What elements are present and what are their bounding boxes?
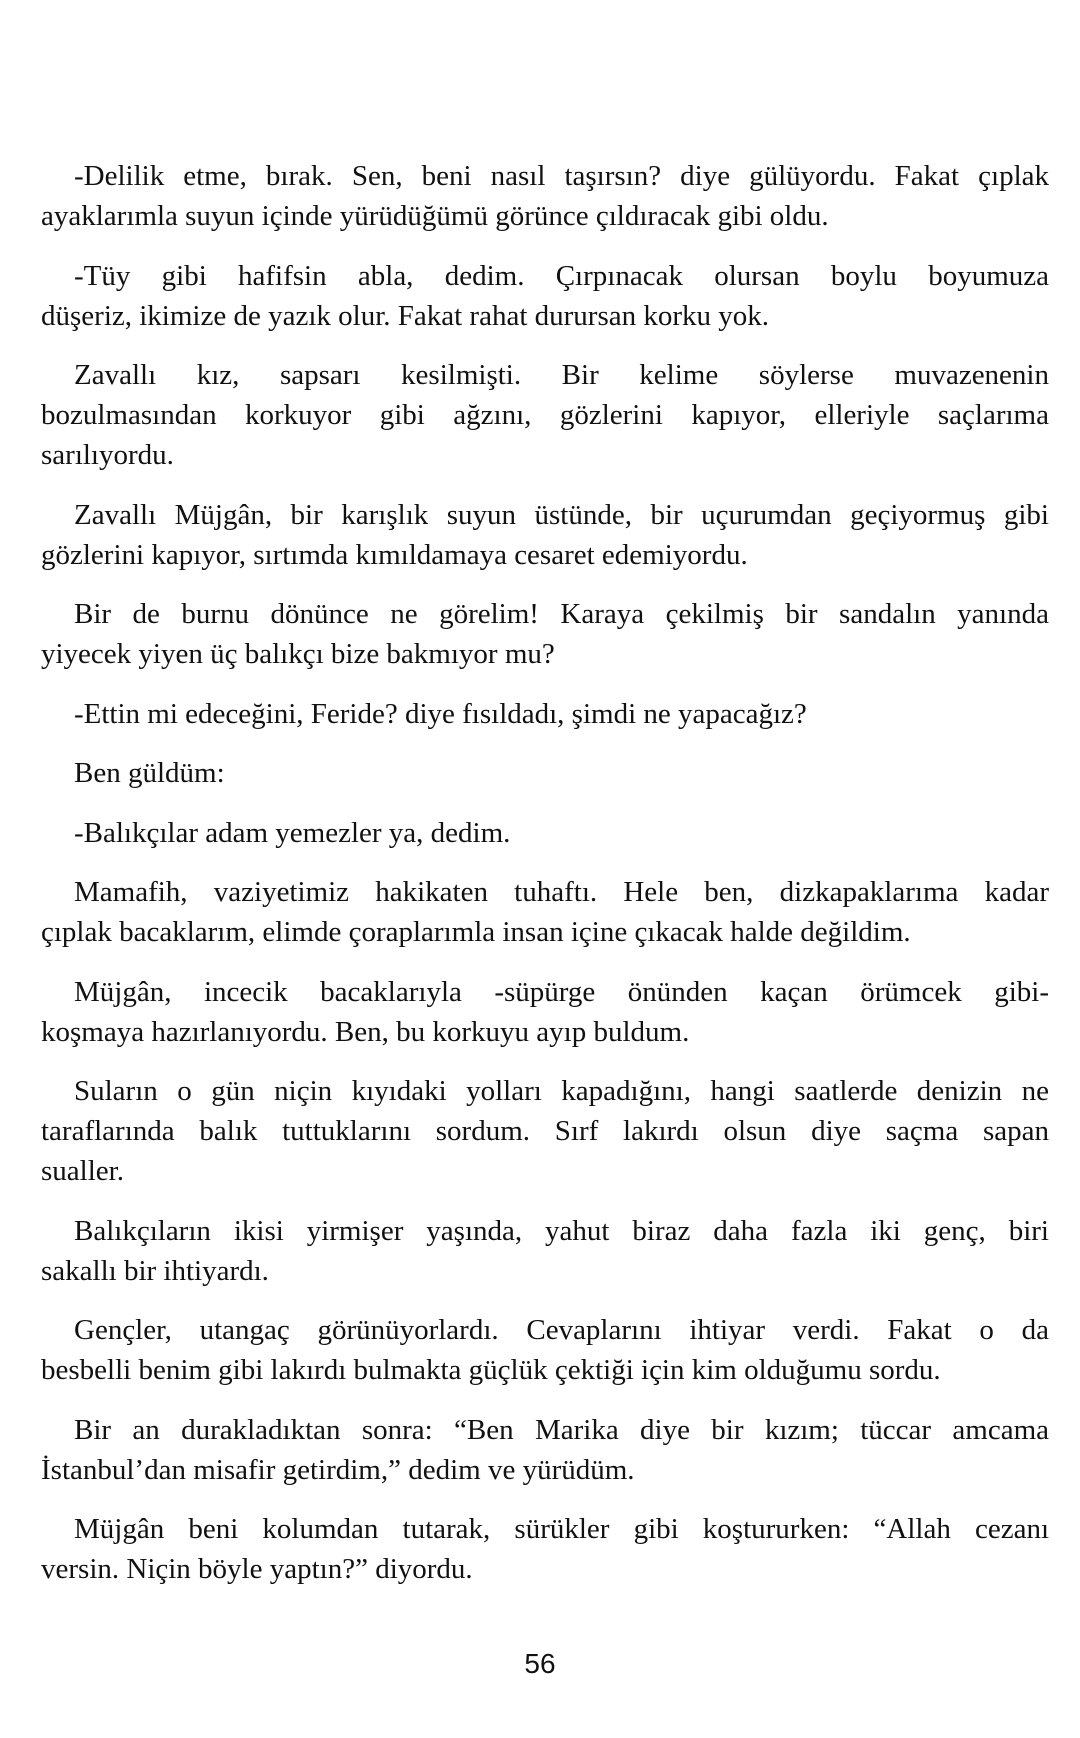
text-line: Suların o gün niçin kıyıdaki yolları kapadığını, hangi saatlerde denizin ne: [74, 1075, 1049, 1107]
paragraph: [41, 813, 1049, 853]
text-line: koşmaya hazırlanıyordu. Ben, bu korkuyu ayıp buldum.: [41, 1015, 690, 1048]
text-line: versin. Niçin böyle yaptın?” diyordu.: [41, 1553, 473, 1585]
text-line: Müjgân beni kolumdan tutarak, sürükler gibi koştururken: “Allah cezanı: [74, 1513, 1049, 1545]
text-line: besbelli benim gibi lakırdı bulmakta güçlük çektiği için kim olduğumu sordu.: [41, 1354, 941, 1386]
paragraph: [41, 972, 1049, 1052]
text-line: -Balıkçılar adam yemezler ya, dedim.: [74, 816, 511, 849]
text-line: sarılıyordu.: [41, 439, 174, 471]
text-line: Zavallı Müjgân, bir karışlık suyun üstünde, bir uçurumdan geçiyormuş gibi: [74, 498, 1049, 531]
text-line: Gençler, utangaç görünüyorlardı. Cevaplarını ihtiyar verdi. Fakat o da: [74, 1314, 1049, 1346]
paragraph: [41, 1310, 1049, 1390]
text-line: çıplak bacaklarım, elimde çoraplarımla insan içine çıkacak halde değildim.: [41, 916, 911, 948]
page-number: 56: [524, 1648, 556, 1679]
paragraph: [41, 594, 1049, 674]
paragraph: [41, 495, 1049, 575]
paragraph: [41, 1509, 1049, 1589]
paragraph: [41, 1071, 1049, 1191]
text-line: sakallı bir ihtiyardı.: [41, 1254, 269, 1287]
text-line: gözlerini kapıyor, sırtımda kımıldamaya cesaret edemiyordu.: [41, 538, 748, 571]
text-line: yiyecek yiyen üç balıkçı bize bakmıyor mu?: [41, 638, 555, 670]
text-line: İstanbul’dan misafir getirdim,” dedim ve yürüdüm.: [41, 1453, 635, 1486]
paragraph: [41, 694, 1049, 734]
text-line: -Ettin mi edeceğini, Feride? diye fısıldadı, şimdi ne yapacağız?: [74, 697, 807, 730]
paragraph: [41, 753, 1049, 793]
text-line: sualler.: [41, 1155, 124, 1187]
paragraph: [41, 156, 1049, 236]
text-line: taraflarında balık tuttuklarını sordum. Sırf lakırdı olsun diye saçma sapan: [41, 1115, 1049, 1147]
text-line: Ben güldüm:: [74, 757, 225, 789]
text-line: düşeriz, ikimize de yazık olur. Fakat rahat durursan korku yok.: [41, 299, 770, 332]
text-line: -Delilik etme, bırak. Sen, beni nasıl taşırsın? diye gülüyordu. Fakat çıplak: [74, 160, 1049, 192]
paragraph: [41, 256, 1049, 336]
paragraph: [41, 872, 1049, 952]
text-line: bozulmasından korkuyor gibi ağzını, gözlerini kapıyor, elleriyle saçlarıma: [41, 399, 1049, 431]
text-line: Müjgân, incecik bacaklarıyla -süpürge önünden kaçan örümcek gibi-: [74, 975, 1049, 1008]
text-line: -Tüy gibi hafifsin abla, dedim. Çırpınacak olursan boylu boyumuza: [74, 259, 1049, 292]
text-line: Balıkçıların ikisi yirmişer yaşında, yahut biraz daha fazla iki genç, biri: [74, 1214, 1049, 1247]
text-line: Zavallı kız, sapsarı kesilmişti. Bir kelime söylerse muvazenenin: [74, 359, 1049, 391]
text-line: Mamafih, vaziyetimiz hakikaten tuhaftı. Hele ben, dizkapaklarıma kadar: [74, 876, 1049, 908]
text-line: Bir de burnu dönünce ne görelim! Karaya çekilmiş bir sandalın yanında: [74, 598, 1049, 630]
body-text: [41, 156, 1049, 1609]
paragraph: [41, 1211, 1049, 1291]
text-line: Bir an durakladıktan sonra: “Ben Marika diye bir kızım; tüccar amcama: [74, 1413, 1049, 1446]
paragraph: [41, 355, 1049, 475]
paragraph: [41, 1410, 1049, 1490]
text-line: ayaklarımla suyun içinde yürüdüğümü görünce çıldıracak gibi oldu.: [41, 200, 829, 232]
